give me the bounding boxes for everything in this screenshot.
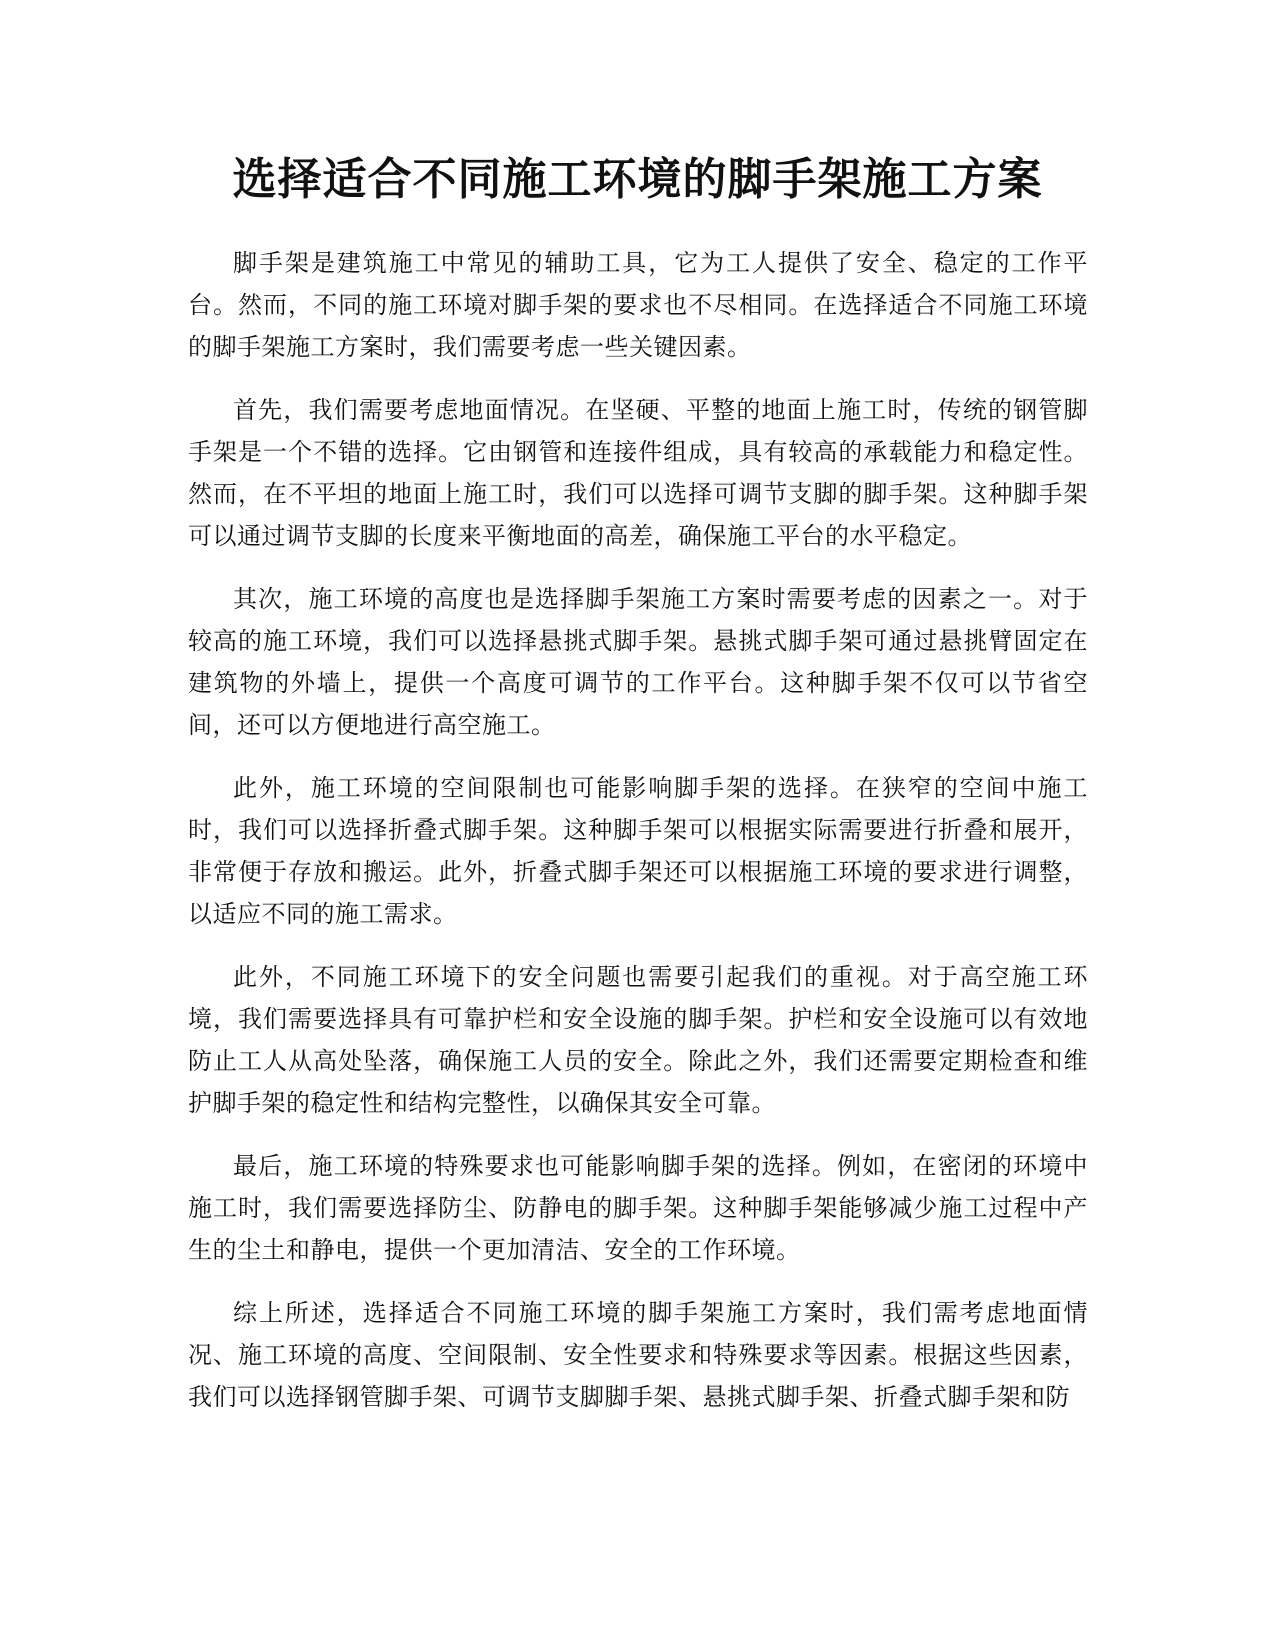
paragraph-height: 其次，施工环境的高度也是选择脚手架施工方案时需要考虑的因素之一。对于较高的施工环境，我们可以选择悬挑式脚手架。悬挑式脚手架可通过悬挑臂固定在建筑物的外墙上，提供一个高度可调节的工作平台。这种脚手架不仅可以节省空间，还可以方便地进行高空施工。 (188, 585, 1088, 739)
document-body (188, 242, 1088, 1439)
paragraph-summary: 综上所述，选择适合不同施工环境的脚手架施工方案时，我们需考虑地面情况、施工环境的高度、空间限制、安全性要求和特殊要求等因素。根据这些因素，我们可以选择钢管脚手架、可调节支脚脚手架、悬挑式脚手架、折叠式脚手架和防 (188, 1299, 1088, 1411)
paragraph-intro: 脚手架是建筑施工中常见的辅助工具，它为工人提供了安全、稳定的工作平台。然而，不同的施工环境对脚手架的要求也不尽相同。在选择适合不同施工环境的脚手架施工方案时，我们需要考虑一些关键因素。 (188, 249, 1088, 361)
paragraph-ground: 首先，我们需要考虑地面情况。在坚硬、平整的地面上施工时，传统的钢管脚手架是一个不错的选择。它由钢管和连接件组成，具有较高的承载能力和稳定性。然而，在不平坦的地面上施工时，我们可以选择可调节支脚的脚手架。这种脚手架可以通过调节支脚的长度来平衡地面的高差，确保施工平台的水平稳定。 (188, 396, 1088, 550)
page-title: 选择适合不同施工环境的脚手架施工方案 (232, 154, 1043, 205)
paragraph-safety: 此外，不同施工环境下的安全问题也需要引起我们的重视。对于高空施工环境，我们需要选择具有可靠护栏和安全设施的脚手架。护栏和安全设施可以有效地防止工人从高处坠落，确保施工人员的安全。除此之外，我们还需要定期检查和维护脚手架的稳定性和结构完整性，以确保其安全可靠。 (188, 963, 1088, 1117)
paragraph-special: 最后，施工环境的特殊要求也可能影响脚手架的选择。例如，在密闭的环境中施工时，我们需要选择防尘、防静电的脚手架。这种脚手架能够减少施工过程中产生的尘土和静电，提供一个更加清洁、安全的工作环境。 (188, 1152, 1088, 1264)
paragraph-space: 此外，施工环境的空间限制也可能影响脚手架的选择。在狭窄的空间中施工时，我们可以选择折叠式脚手架。这种脚手架可以根据实际需要进行折叠和展开，非常便于存放和搬运。此外，折叠式脚手架还可以根据施工环境的要求进行调整，以适应不同的施工需求。 (188, 774, 1088, 928)
